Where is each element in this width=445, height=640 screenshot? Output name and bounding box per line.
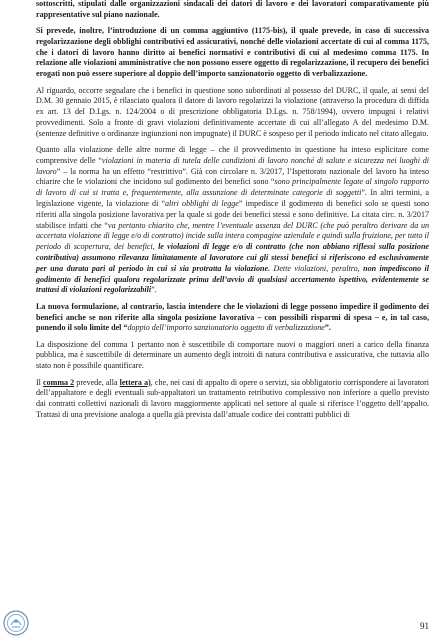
text-run: La disposizione del comma 1 pertanto non è suscettibile di comportare nuovi o maggiori oneri a carico della finanza pubblica, ma è suscettibile di determinare un aumento degli introiti di natura contributiva e assicurativa, che tuttavia allo stato non è possibile quantificare. — [36, 339, 429, 371]
text-run: lettera a) — [119, 377, 151, 387]
text-run: altri obblighi di legge — [165, 199, 239, 209]
text-run: ”. In altri termini, a legislazione vigente, la violazione di “ — [36, 188, 429, 209]
text-run: , che, nei casi di appalto di opere o servizi, sia obbligatorio corrispondere ai lavoratori dell’appaltatore e degli eventuali sub-appaltatori un trattamento retributivo complessivo non inferiore a quello previsto dai contratti collettivi nazionali di lavoro maggiormente applicati nel settore al quale si riferisce l’oggetto dell’appalto. Trattasi di una previsione analoga a quella già prevista dall’attuale codice dei contratti pubblici di — [36, 377, 429, 419]
text-run: comma 2 — [43, 377, 75, 387]
paragraph-p3 — [36, 145, 429, 296]
paragraph-p5 — [36, 340, 429, 372]
paragraph-p1 — [36, 26, 429, 80]
body-text — [36, 0, 429, 426]
text-run: ”. — [151, 285, 157, 295]
text-run: sottoscritti, stipulati dalle organizzazioni sindacali dei datori di lavoro e dei lavoratori comparativamente più rappresentative sul piano nazionale. — [36, 0, 429, 19]
text-run: violazioni in materia di tutela delle condizioni di lavoro nonché di salute e sicurezza nei luoghi di lavoro — [36, 155, 429, 176]
text-run: non impediscono il godimento di benefici qualora regolarizzate prima dell’avvio di qualsiasi accertamento ispettivo, evidentemente se trattasi di violazioni regolarizzabili — [36, 263, 429, 295]
text-run: prevede, alla — [74, 377, 120, 387]
text-run: Al riguardo, occorre segnalare che i benefici in questione sono subordinati al possesso del DURC, il quale, ai sensi del D.M. 30 gennaio 2015, è rilasciato qualora il datore di lavoro regolarizzi la violazione (attraverso la procedura di diffida ex art. 13 del D.Lgs. n. 124/2004 o di prescrizione obbligatoria D.Lgs. n. 758/1994), ovvero impugni i relativi provvedimenti. Solo a fronte di gravi violazioni definitivamente accertate di cui all’allegato A del medesimo D.M. (sentenze definitive o ordinanze ingiunzioni non impugnate) il DURC è sospeso per il periodo indicato nel citato allegato. — [36, 85, 429, 138]
text-run: sono principalmente legate al singolo rapporto di lavoro di cui si tratta e, frequentemente, alla assunzione di determinate categorie di soggetti — [36, 177, 429, 198]
paragraph-p2 — [36, 86, 429, 140]
text-run: Il — [36, 377, 44, 387]
text-run: Quanto alla violazione delle altre norme di legge – che il provvedimento in questione ha inteso esplicitare come comprensive delle “ — [36, 145, 429, 165]
chamber-seal-logo — [3, 610, 29, 636]
text-run: Dette violazioni, peraltro, — [270, 263, 364, 273]
text-run: Si prevede, inoltre, l’introduzione di un comma aggiuntivo (1175-bis), il quale prevede, in caso di successiva regolarizzazione degli obblighi contributivi ed assicurativi, nonché delle violazioni accertate di cui al comma 1175, che i datori di lavoro hanno diritto ai benefici normativi e contributivi di cui al medesimo comma 1175. In relazione alle violazioni amministrative che non possono essere oggetto di regolarizzazione, il recupero dei benefici erogati non può essere superiore al doppio dell’importo sanzionatorio oggetto di verbalizzazione. — [36, 26, 429, 79]
text-run: La nuova formulazione, al contrario, lascia intendere che le violazioni di legge possono impedire il godimento dei benefici anche se non riferite alla singola posizione lavorativa – con possibili risparmi di spesa – e, in tal caso, ponendo il solo limite del “ — [36, 301, 429, 333]
text-run: ” impedisce il godimento di benefici solo se questi sono riferiti alla singola posizione lavorativa per la quale si gode dei benefici stessi e sono definitive. La citata circ. n. 3/2017 stabilisce infatti che “ — [36, 199, 429, 230]
page-number: 91 — [420, 621, 429, 632]
text-run: ”. — [324, 323, 331, 333]
text-run: le violazioni di legge e/o di contratto (che non abbiano riflessi sulla posizione contributiva) assumono rilevanza limitatamente al lavoratore cui gli stessi benefici si riferiscono ed esclusivamente per una durata pari al periodo in cui si sia protratta la violazione. — [36, 242, 429, 273]
text-run: doppio dell’importo sanzionatorio oggetto di verbalizzazione — [127, 323, 325, 333]
text-run: ” – la norma ha un effetto “restrittivo”. Già con circolare n. 3/2017, l’Ispettorato nazionale del lavoro ha inteso chiarire che le violazioni che incidono sul godimento dei benefici sono “ — [36, 166, 429, 187]
text-run: va pertanto chiarito che, mentre l’eventuale assenza del DURC (che può peraltro derivare da un accertata violazione di legge e/o di contratto) incide sulla intera compagine aziendale e quindi sulla fruizione, per tutto il periodo di scopertura, dei benefici, — [36, 220, 429, 252]
paragraph-p4 — [36, 302, 429, 334]
paragraph-p6 — [36, 378, 429, 421]
paragraph-p0 — [36, 0, 429, 21]
